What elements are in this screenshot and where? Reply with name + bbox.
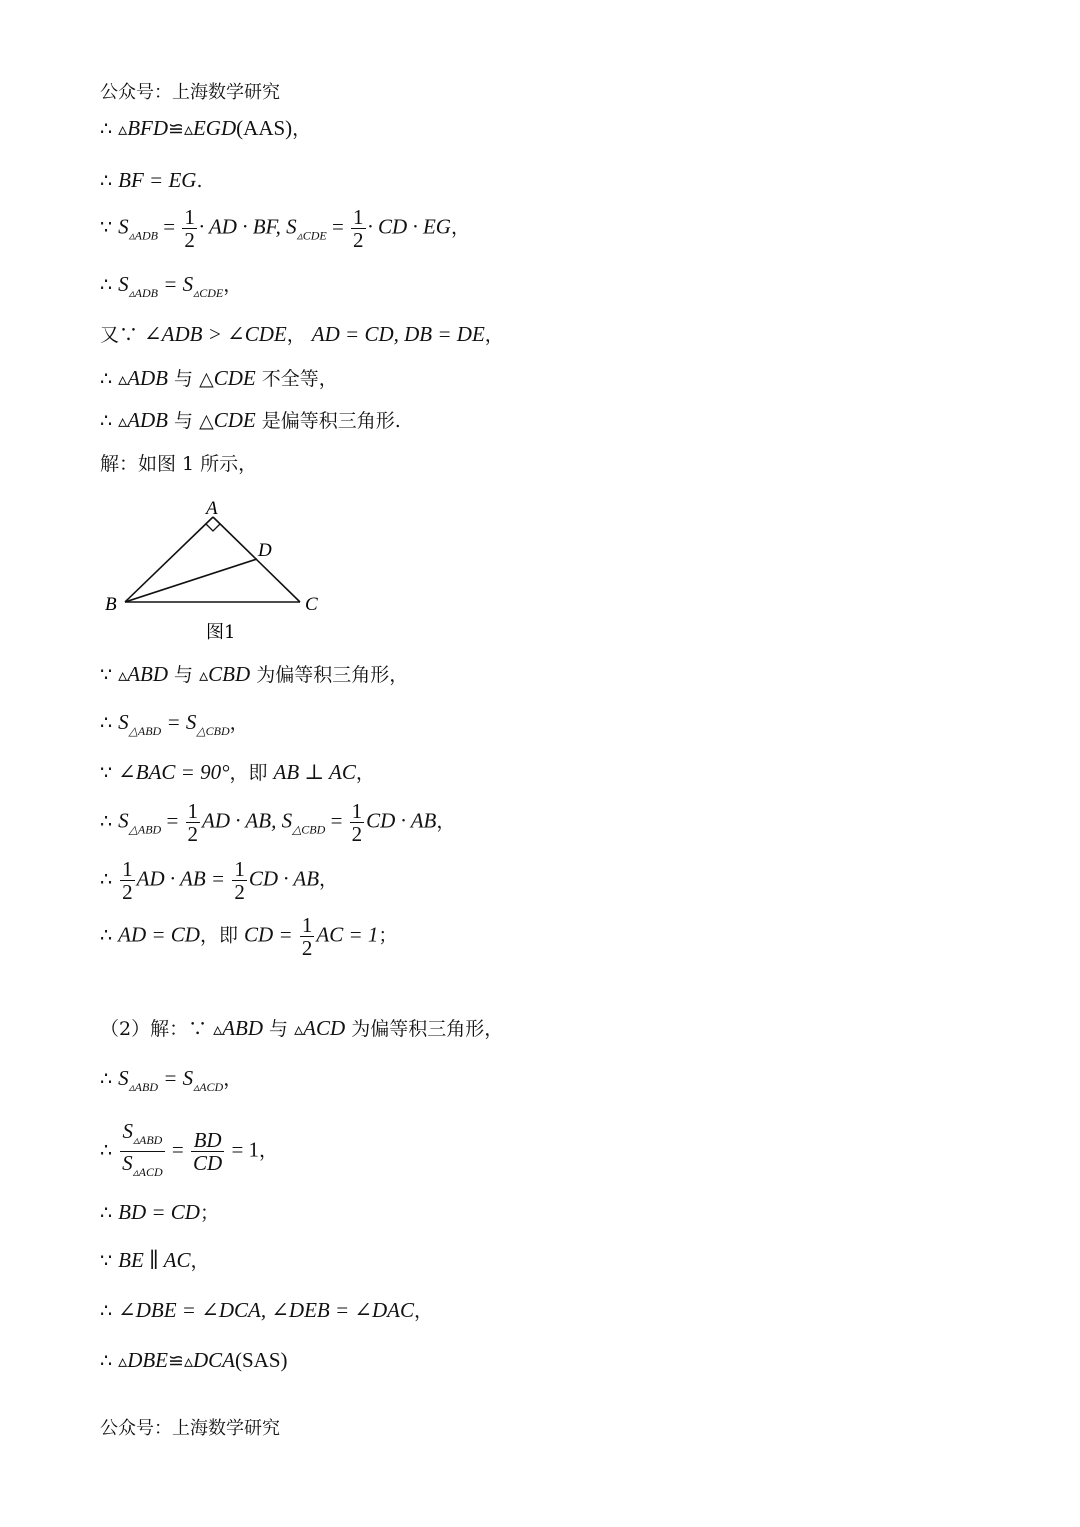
label-a: A xyxy=(206,498,218,519)
label-c: C xyxy=(305,594,318,615)
segment-bd xyxy=(125,559,257,602)
proof-line-2: ∴ BF = EG. xyxy=(100,168,203,192)
label-b: B xyxy=(105,594,117,615)
proof-line-13: ∴ $\frac{1}{2}$ AD · AB = $\frac{1}{2}$ CD · AB， xyxy=(100,857,339,904)
proof-line-21: ∴ ▵DBE≌▵DCA(SAS) xyxy=(100,1348,288,1372)
header-watermark: 公众号：上海数学研究 xyxy=(100,82,280,103)
proof-line-14: ∴ AD = CD，即 CD = $\frac{1}{2}$ AC = 1； xyxy=(100,913,398,960)
footer-watermark: 公众号：上海数学研究 xyxy=(100,1418,280,1439)
proof-line-18: ∴ BD = CD； xyxy=(100,1200,219,1224)
right-angle-mark xyxy=(206,524,220,531)
proof-line-10: ∴ $S_{\triangle ABD} = S_{\triangle CBD}$， xyxy=(100,710,249,738)
part-2-intro: （2）解：∵ ▵ABD 与 ▵ACD 为偏等积三角形， xyxy=(100,1016,504,1040)
proof-line-19: ∵ BE ∥ AC， xyxy=(100,1248,210,1272)
proof-line-4: ∴ $S_{▵ADB} = S_{▵CDE}$， xyxy=(100,272,243,300)
proof-line-3: ∵ $S_{▵ADB}$ = $\frac{1}{2}$ · AD · BF, $S_{▵CDE}$ = $\frac{1}{2}$ · CD · EG， xyxy=(100,205,470,252)
figure-1-triangle xyxy=(100,492,340,652)
label-d: D xyxy=(258,540,272,561)
proof-line-20: ∴ ∠DBE = ∠DCA, ∠DEB = ∠DAC， xyxy=(100,1298,434,1322)
proof-line-11: ∵ ∠BAC = 90°，即 AB ⊥ AC， xyxy=(100,760,375,784)
proof-line-17: ∴ $\frac{S_{▵ABD}}{S_{▵ACD}}$ = $\frac{BD}{CD}$ = 1， xyxy=(100,1119,279,1179)
figure-caption: 图1 xyxy=(206,622,236,643)
segment-ab xyxy=(125,517,213,602)
solution-intro: 解：如图 1 所示， xyxy=(100,453,258,475)
proof-line-6: ∴ ▵ADB 与 △CDE 不全等， xyxy=(100,366,338,390)
proof-line-1: ∴ ▵BFD≌▵EGD(AAS)， xyxy=(100,116,312,140)
proof-line-9: ∵ ▵ABD 与 ▵CBD 为偏等积三角形， xyxy=(100,662,409,686)
proof-line-16: ∴ $S_{▵ABD} = S_{▵ACD}$， xyxy=(100,1066,243,1094)
proof-line-7: ∴ ▵ADB 与 △CDE 是偏等积三角形. xyxy=(100,408,401,432)
proof-line-5: 又∵ ∠ADB > ∠CDE， AD = CD, DB = DE， xyxy=(100,322,504,346)
proof-line-12: ∴ $S_{\triangle ABD}$ = $\frac{1}{2}$ AD · AB, $S_{\triangle CBD}$ = $\frac{1}{2}$ CD · AB， xyxy=(100,799,456,846)
